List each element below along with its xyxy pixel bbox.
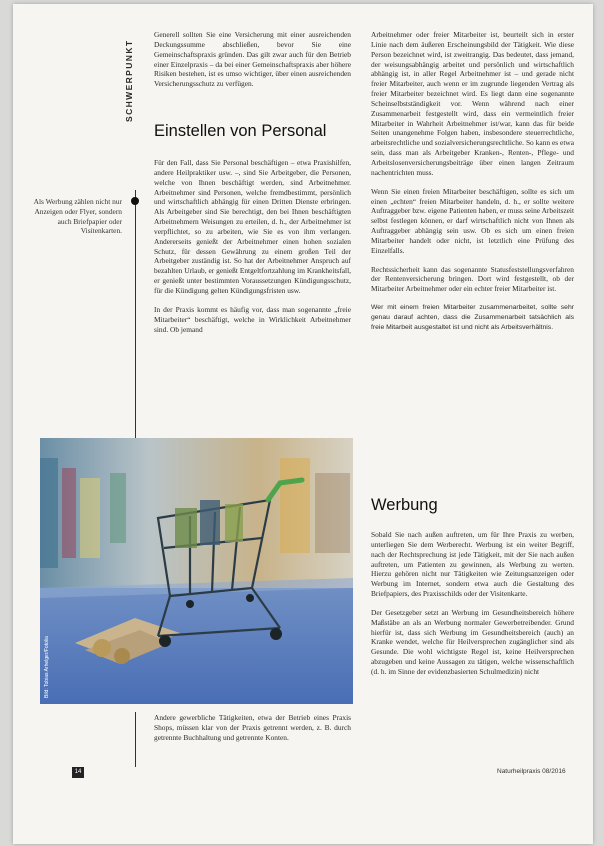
caption-text: Andere gewerbliche Tätigkeiten, etwa der Betrieb eines Praxis Shops, müssen klar von der Praxis getrennt werden, z. B. durch getrennte Buchhaltung und getrennte Konten. — [154, 713, 351, 742]
photo-shopping-cart — [40, 438, 353, 704]
heading-werbung: Werbung — [371, 496, 438, 514]
personal-paragraph-2: In der Praxis kommt es häufig vor, dass man sogenannte „freie Mitarbeiter“ beschäftigt, welche in Wirklichkeit Arbeitnehmer sind. Ob jemand — [154, 304, 351, 334]
col2-body — [371, 30, 574, 342]
col1-intro — [154, 30, 351, 98]
photo-caption — [154, 713, 351, 752]
col1-body — [154, 158, 351, 343]
bullet-dot — [131, 197, 139, 205]
column-rule-bottom — [135, 712, 136, 767]
freelance-paragraph-3: Rechtssicherheit kann das sogenannte Statusfeststellungsverfahren der Rentenversicherung bringen. Dort wird festgestellt, ob der Mitarbeiter Arbeitnehmer oder ein echter freier Mitarbeiter ist. — [371, 264, 574, 294]
page-number: 14 — [72, 767, 84, 778]
margin-note: Als Werbung zählen nicht nur Anzeigen oder Flyer, sondern auch Briefpapier oder Visitenkarten. — [33, 197, 122, 236]
photo-credit: Bild: Tobias Arhelger/Fotolia — [44, 636, 50, 698]
freelance-paragraph-1: Arbeitnehmer oder freier Mitarbeiter ist, beurteilt sich in erster Linie nach dem äußeren Erscheinungsbild der Tätigkeit. Wie diese Person bezeichnet wird, ist zweitrangig. Das bedeutet, dass jemand, der weisungsabhängig arbeitet und persönlich und wirtschaftlich abhängig ist, in aller Regel Arbeitnehmer ist – und gerade nicht freier Mitarbeiter, auch wenn er im zugrunde liegenden Vertrag als freier Mitarbeiter bezeichnet wird. Es liegt dann eine sogenannte Scheinselbstständigkeit vor. Wenn während nach einer Zusammenarbeit festgestellt wird, dass ein vermeintlich freier Mitarbeiter in Wahrheit Arbeitnehmer ist/war, kann das für beide Seiten unangenehme Folgen haben, insbesondere steuerrechtliche, arbeitsrechtliche und sozialversicherungsrechtliche. So kann es etwa sein, dass man als Arbeitgeber Kranken-, Renten-, Pflege- und Arbeitslosenversicherungsbeiträge über einen langen Zeitraum nachentrichten muss. — [371, 30, 574, 177]
werbung-paragraph-1: Sobald Sie nach außen auftreten, um für Ihre Praxis zu werben, unterliegen Sie dem Werberecht. Werbung ist ein weiter Begriff, nach der Rechtsprechung ist jede Tätigkeit, mit der Sie nach außen auftreten, um Patienten zu gewinnen, als Werbung zu werten. Hierzu gehören nicht nur Tätigkeiten wie Zeitungsanzeigen oder Werbung im Internet, sondern etwa auch die Gestaltung des Briefpapiers, des Praxisschilds oder der Visitenkarte. — [371, 530, 574, 599]
section-label: SCHWERPUNKT — [124, 39, 134, 122]
intro-paragraph: Generell sollten Sie eine Versicherung mit einer ausreichenden Deckungssumme abschließen, bevor Sie eine Gemeinschaftspraxis gründen. Das gilt zwar auch für den Betrieb einer Einzelpraxis – da bei einer Gemeinschaftspraxis aber höhere Risiken bestehen, ist es umso wichtiger, über einen ausreichenden Versicherungsschutz zu verfügen. — [154, 30, 351, 89]
freelance-paragraph-4: Wer mit einem freien Mitarbeiter zusammenarbeitet, sollte sehr genau darauf achten, dass die Zusammenarbeit tatsächlich als freie Mitarbeit ausgestaltet ist und nicht als Arbeitsverhältnis. — [371, 304, 574, 331]
heading-personal: Einstellen von Personal — [154, 122, 327, 140]
footer-issue: Naturheilpraxis 08/2016 — [497, 768, 566, 775]
col2-werbung — [371, 530, 574, 686]
freelance-paragraph-2: Wenn Sie einen freien Mitarbeiter beschäftigen, sollte es sich um einen „echten“ freien Mitarbeiter handeln, d. h., er sollte weitere Auftraggeber bzw. eigene Patienten haben, er muss seine Arbeitszeit selbst festlegen können, er darf wirtschaftlich nicht von Ihnen als Auftraggeber abhängig sein usw. Ob es sich um einen freien Mitarbeiter handelt oder nicht, ist letztlich eine Prüfung des Einzelfalls. — [371, 186, 574, 255]
werbung-paragraph-2: Der Gesetzgeber setzt an Werbung im Gesundheitsbereich höhere Maßstäbe an als an Werbung normaler Gewerbetreibender. Grund hierfür ist, dass sich Werbung im Gesundheitsbereich (auch) an Kranke wendet, welche für Heilversprechen zugänglicher sind als Gesunde. Die wohl wichtigste Regel ist, keine Heilversprechen abzugeben und keine Aussagen zu tätigen, welche wissenschaftlich (d. h. im Sinne der evidenzbasierten Schulmedizin) nicht — [371, 607, 574, 676]
personal-paragraph-1: Für den Fall, dass Sie Personal beschäftigen – etwa Praxishilfen, andere Heilpraktiker usw. –, sind Sie Arbeitgeber, die Personen, welche von Ihnen beschäftigt werden, sind Arbeitnehmer. Arbeitnehmer sind Personen, welche fremdbestimmt, persönlich und wirtschaftlich abhängig für einen Dritten Dienste erbringen. Als Arbeitgeber sind Sie berechtigt, den bei Ihnen beschäftigten Arbeitnehmern Weisungen zu erteilen, d. h., der Arbeitnehmer ist verpflichtet, so zu arbeiten, wie Sie es von ihm verlangen. Andererseits genießt der Arbeitnehmer einen hohen sozialen Schutz, für dessen Gewährung zu einem großen Teil der Arbeitgeber zuständig ist. So hat der Arbeitnehmer Anspruch auf bezahlten Urlaub, er genießt Entgeltfortzahlung im Krankheitsfall, er genießt unter bestimmten Voraussetzungen Kündigungsschutz, für die Kündigung gelten Kündigungsfristen usw. — [154, 158, 351, 295]
